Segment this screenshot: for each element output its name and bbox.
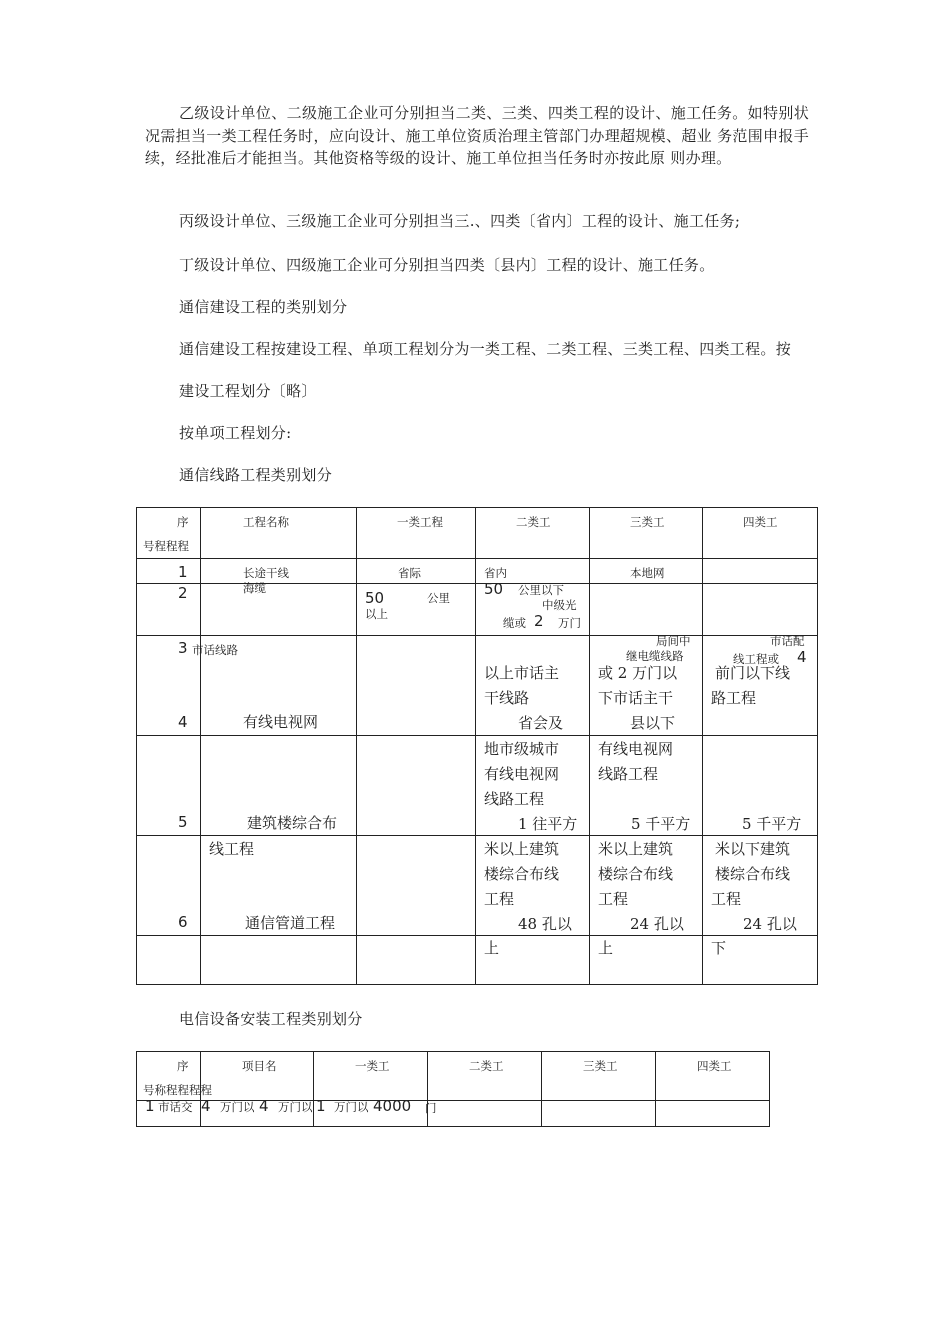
row3-class3-top1: 局间中 [656,634,691,648]
row2-class1-unit: 公里 [427,591,450,605]
row5-class4-line4: 24 孔以 [743,915,797,933]
row5-class2-line3: 工程 [484,890,515,908]
row2-class2-line3c: 万门 [558,616,581,630]
t2-row1-class3-number: 1 [316,1097,326,1115]
row1-class1: 省际 [398,566,421,580]
table1-title: 通信线路工程类别划分 [179,466,333,484]
equipment-installation-table [136,1051,770,1127]
table-row [137,559,818,584]
row3-class3-line1: 或 2 万门以 [598,664,678,682]
header-seq-top: 序 [177,515,189,529]
header-seq-bottom: 号程程程 [143,539,189,553]
row5-class4-line1: 米以下建筑 [715,840,791,858]
header-class3: 三类工 [583,1059,618,1073]
row6-class2: 上 [484,939,500,957]
row3-class4-top3: 4 [797,648,807,666]
row5-class2-line4: 48 孔以 [518,915,572,933]
row3-seq: 3 [178,639,188,657]
t2-row1-seq: 1 [145,1097,155,1115]
row4-class2-line3: 线路工程 [484,790,545,808]
row3-class4-top1: 市话配 [770,634,805,648]
row2-class1-tail: 以上 [365,607,388,621]
row3-class4-top2: 线工程或 [733,652,779,666]
header-seq-top: 序 [177,1059,189,1073]
t2-row1-class1-number: 4 [201,1097,211,1115]
t2-row1-class4-number: 4000 [373,1097,412,1115]
t2-row1-class2-text: 万门以 [278,1100,313,1114]
row2-name: 海缆 [243,581,266,595]
row4-class3-line4: 5 千平方 [631,815,691,833]
row5-class4-line2: 楼综合布线 [715,865,791,883]
header-seq-bottom: 号称程程程程 [143,1083,212,1097]
row5-class3-line3: 工程 [598,890,629,908]
row3-class4-line1: 前门以下线 [715,664,791,682]
row4-class4-line4: 5 千平方 [742,815,802,833]
table-header-row [137,1052,770,1101]
row1-class3: 本地网 [630,566,665,580]
row6-name: 通信管道工程 [245,914,336,932]
row6-class4: 下 [711,939,727,957]
row3-class3-line3: 县以下 [630,714,676,732]
paragraph-grade-b: 乙级设计单位、二级施工企业可分别担当二类、三类、四类工程的设计、施工任务。如特别状况需担当一类工程任务时，应向设计、施工单位资质治理主管部门办理超规模、超业 务范围申报手续，经批准后才能担当。其他资格等级的设计、施工单位担当任务时亦按此原 则办理。 [145,104,809,167]
row3-class4-line2: 路工程 [711,689,757,707]
t2-row1-class4-text: 门 [425,1101,437,1115]
row3-class2-line3: 省会及 [518,714,564,732]
row2-class1-number: 50 [365,589,385,607]
row4-seq: 4 [178,713,188,731]
row5-class3-line2: 楼综合布线 [598,865,674,883]
paragraph-classification: 通信建设工程按建设工程、单项工程划分为一类工程、二类工程、三类工程、四类工程。按 [179,340,792,358]
header-class2: 二类工 [516,515,551,529]
t2-row1-class2-number: 4 [259,1097,269,1115]
row2-seq: 2 [178,584,188,602]
header-class4: 四类工 [743,515,778,529]
table-row [137,736,818,836]
header-class1: 一类工 [355,1059,390,1073]
table2-title: 电信设备安装工程类别划分 [179,1010,363,1028]
table-row [137,584,818,636]
table-row [137,636,818,736]
row3-class3-top2: 继电缆线路 [626,649,684,663]
t2-row1-class3-text: 万门以 [334,1100,369,1114]
row3-class2-line2: 干线路 [484,689,530,707]
row5-seq: 5 [178,813,188,831]
row2-class2-line3a: 缆或 [503,616,526,630]
row2-class2-line1: 公里以下 [518,583,564,597]
row3-class3-line2: 下市话主干 [598,689,674,707]
row3-class2-line1: 以上市话主 [484,664,560,682]
row1-name: 长途干线 [243,566,289,580]
header-class4: 四类工 [697,1059,732,1073]
row5-class2-line1: 米以上建筑 [484,840,560,858]
table-row [137,1101,770,1127]
row5-class3-line4: 24 孔以 [630,915,684,933]
row5-class3-line1: 米以上建筑 [598,840,674,858]
row5-class2-line2: 楼综合布线 [484,865,560,883]
row4-class3-line1: 有线电视网 [598,740,674,758]
row4-class2-line2: 有线电视网 [484,765,560,783]
row4-class3-line2: 线路工程 [598,765,659,783]
section-heading-classification: 通信建设工程的类别划分 [179,298,348,316]
row6-seq: 6 [178,913,188,931]
header-item-name: 项目名 [242,1059,277,1073]
row1-seq: 1 [178,563,188,581]
row5-class4-line3: 工程 [711,890,742,908]
t2-row1-name: 市话交 [158,1100,193,1114]
header-class3: 三类工 [630,515,665,529]
paragraph-grade-c: 丙级设计单位、三级施工企业可分别担当三.、四类〔省内〕工程的设计、施工任务; [179,212,741,230]
paragraph-by-project: 建设工程划分〔略〕 [179,382,317,400]
line-engineering-table [136,507,818,985]
row2-class2-line3b: 2 [534,612,544,630]
row2-class2-number: 50 [484,580,504,598]
header-class1: 一类工程 [397,515,443,529]
header-name: 工程名称 [243,515,289,529]
row6-class3: 上 [598,939,614,957]
row5-name: 建筑楼综合布 [247,814,338,832]
row4-name: 有线电视网 [243,713,319,731]
row3-name: 市话线路 [192,643,238,657]
paragraph-by-item: 按单项工程划分: [179,424,292,442]
header-class2: 二类工 [469,1059,504,1073]
paragraph-grade-d: 丁级设计单位、四级施工企业可分别担当四类〔县内〕工程的设计、施工任务。 [179,256,715,274]
table-header-row [137,508,818,559]
table-row [137,936,818,985]
row4-class2-line1: 地市级城市 [484,740,560,758]
row5-name-continued: 线工程 [209,840,255,858]
row4-class2-line4: 1 往平方 [518,815,578,833]
t2-row1-class1-text: 万门以 [220,1100,255,1114]
row1-class2: 省内 [484,566,507,580]
table-row [137,836,818,936]
row2-class2-line2: 中级光 [542,598,577,612]
